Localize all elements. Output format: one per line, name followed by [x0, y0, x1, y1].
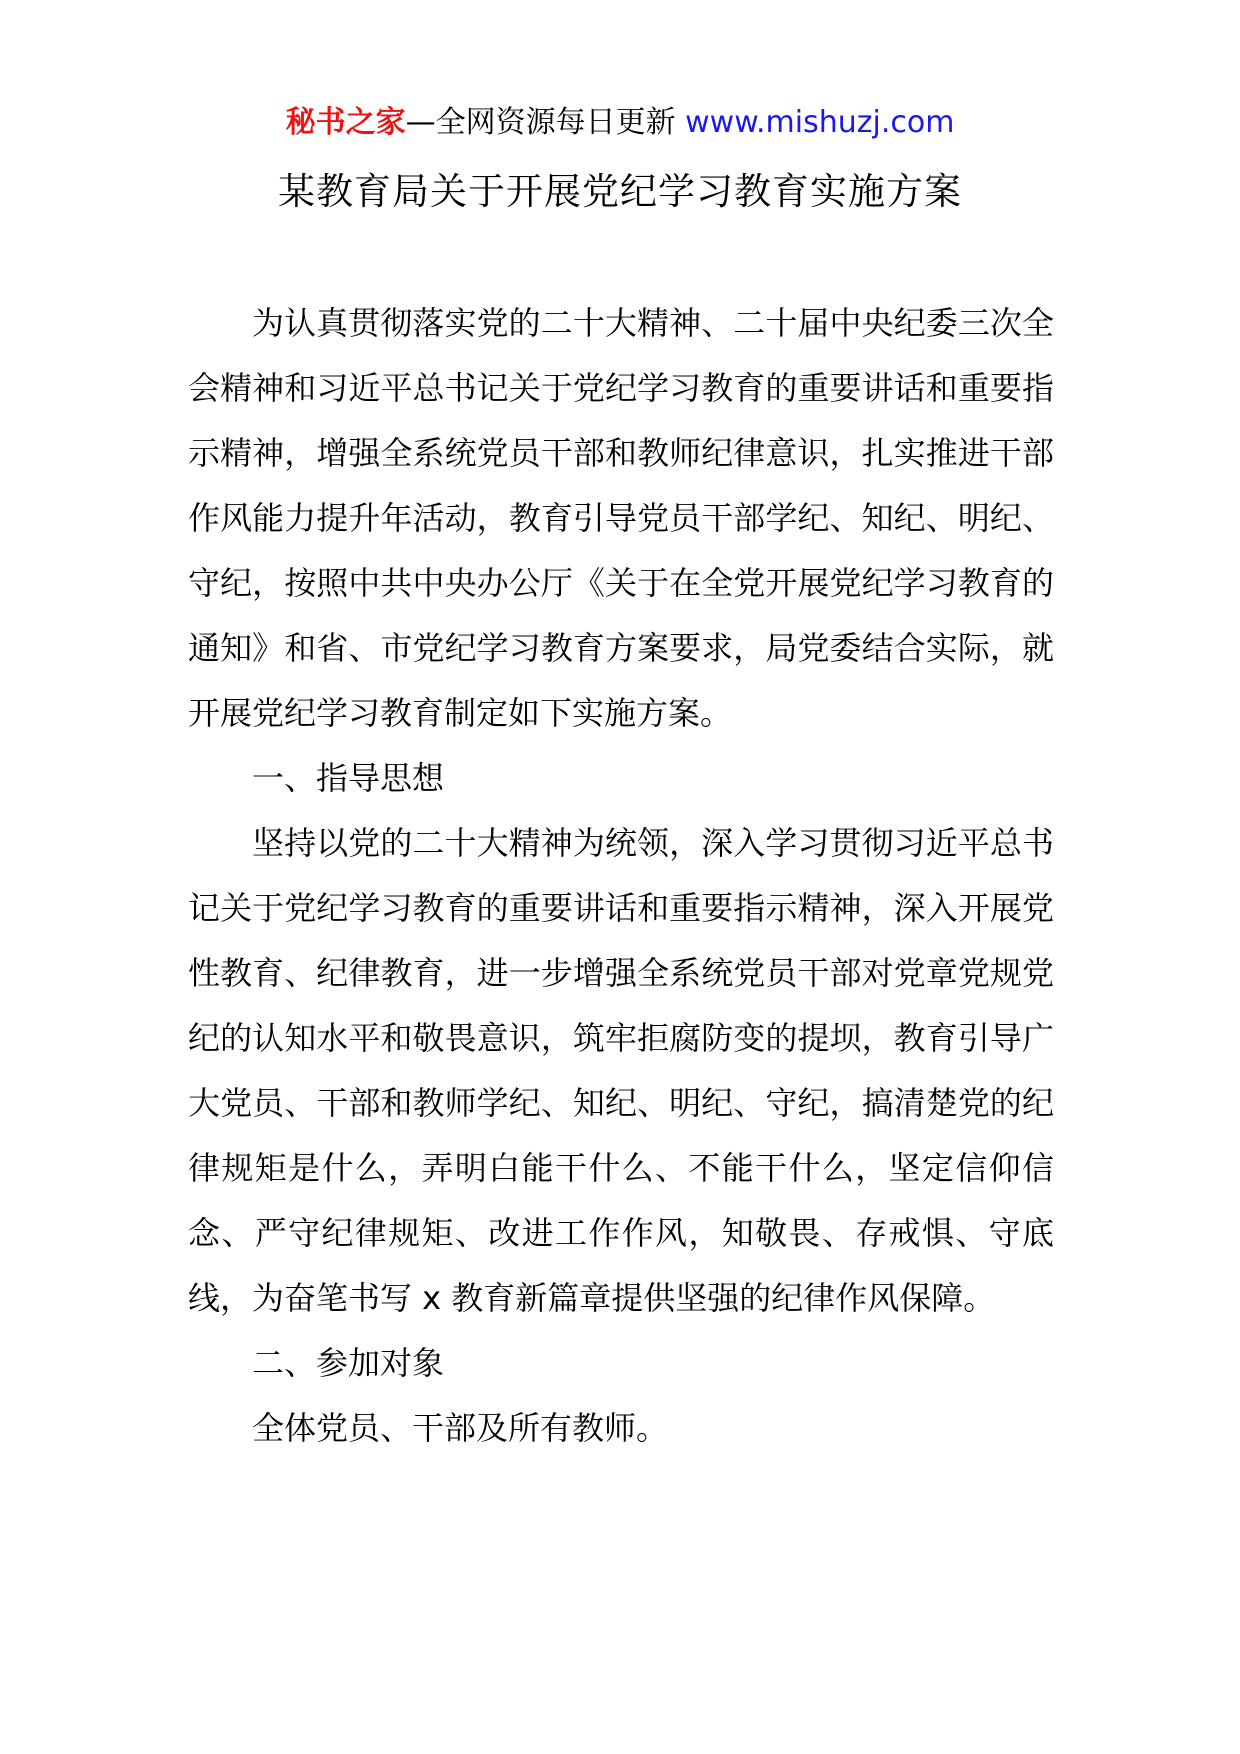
- banner-tagline: —全网资源每日更新: [405, 105, 676, 140]
- document-body: [188, 291, 1054, 1461]
- section-heading-participants: 二、参加对象: [252, 1344, 445, 1382]
- participants-paragraph: 全体党员、干部及所有教师。: [252, 1409, 669, 1447]
- brand-name: 秘书之家: [285, 105, 406, 140]
- document-title: 某教育局关于开展党纪学习教育实施方案: [278, 170, 962, 213]
- intro-paragraph: 为认真贯彻落实党的二十大精神、二十届中央纪委三次全会精神和习近平总书记关于党纪学习教育的重要讲话和重要指示精神，增强全系统党员干部和教师纪律意识，扎实推进干部作风能力提升年活动，教育引导党员干部学纪、知纪、明纪、守纪，按照中共中央办公厅《关于在全党开展党纪学习教育的通知》和省、市党纪学习教育方案要求，局党委结合实际，就开展党纪学习教育制定如下实施方案。: [188, 304, 1054, 732]
- section-heading-guiding-ideology: 一、指导思想: [252, 759, 445, 797]
- guiding-ideology-paragraph: 坚持以党的二十大精神为统领，深入学习贯彻习近平总书记关于党纪学习教育的重要讲话和重要指示精神，深入开展党性教育、纪律教育，进一步增强全系统党员干部对党章党规党纪的认知水平和敬畏意识，筑牢拒腐防变的提坝，教育引导广大党员、干部和教师学纪、知纪、明纪、守纪，搞清楚党的纪律规矩是什么，弄明白能干什么、不能干什么，坚定信仰信念、严守纪律规矩、改进工作作风，知敬畏、存戒惧、守底线，为奋笔书写 x 教育新篇章提供坚强的纪律作风保障。: [188, 824, 1054, 1317]
- source-banner: [0, 100, 1240, 146]
- website-link[interactable]: www.mishuzj.com: [685, 105, 955, 140]
